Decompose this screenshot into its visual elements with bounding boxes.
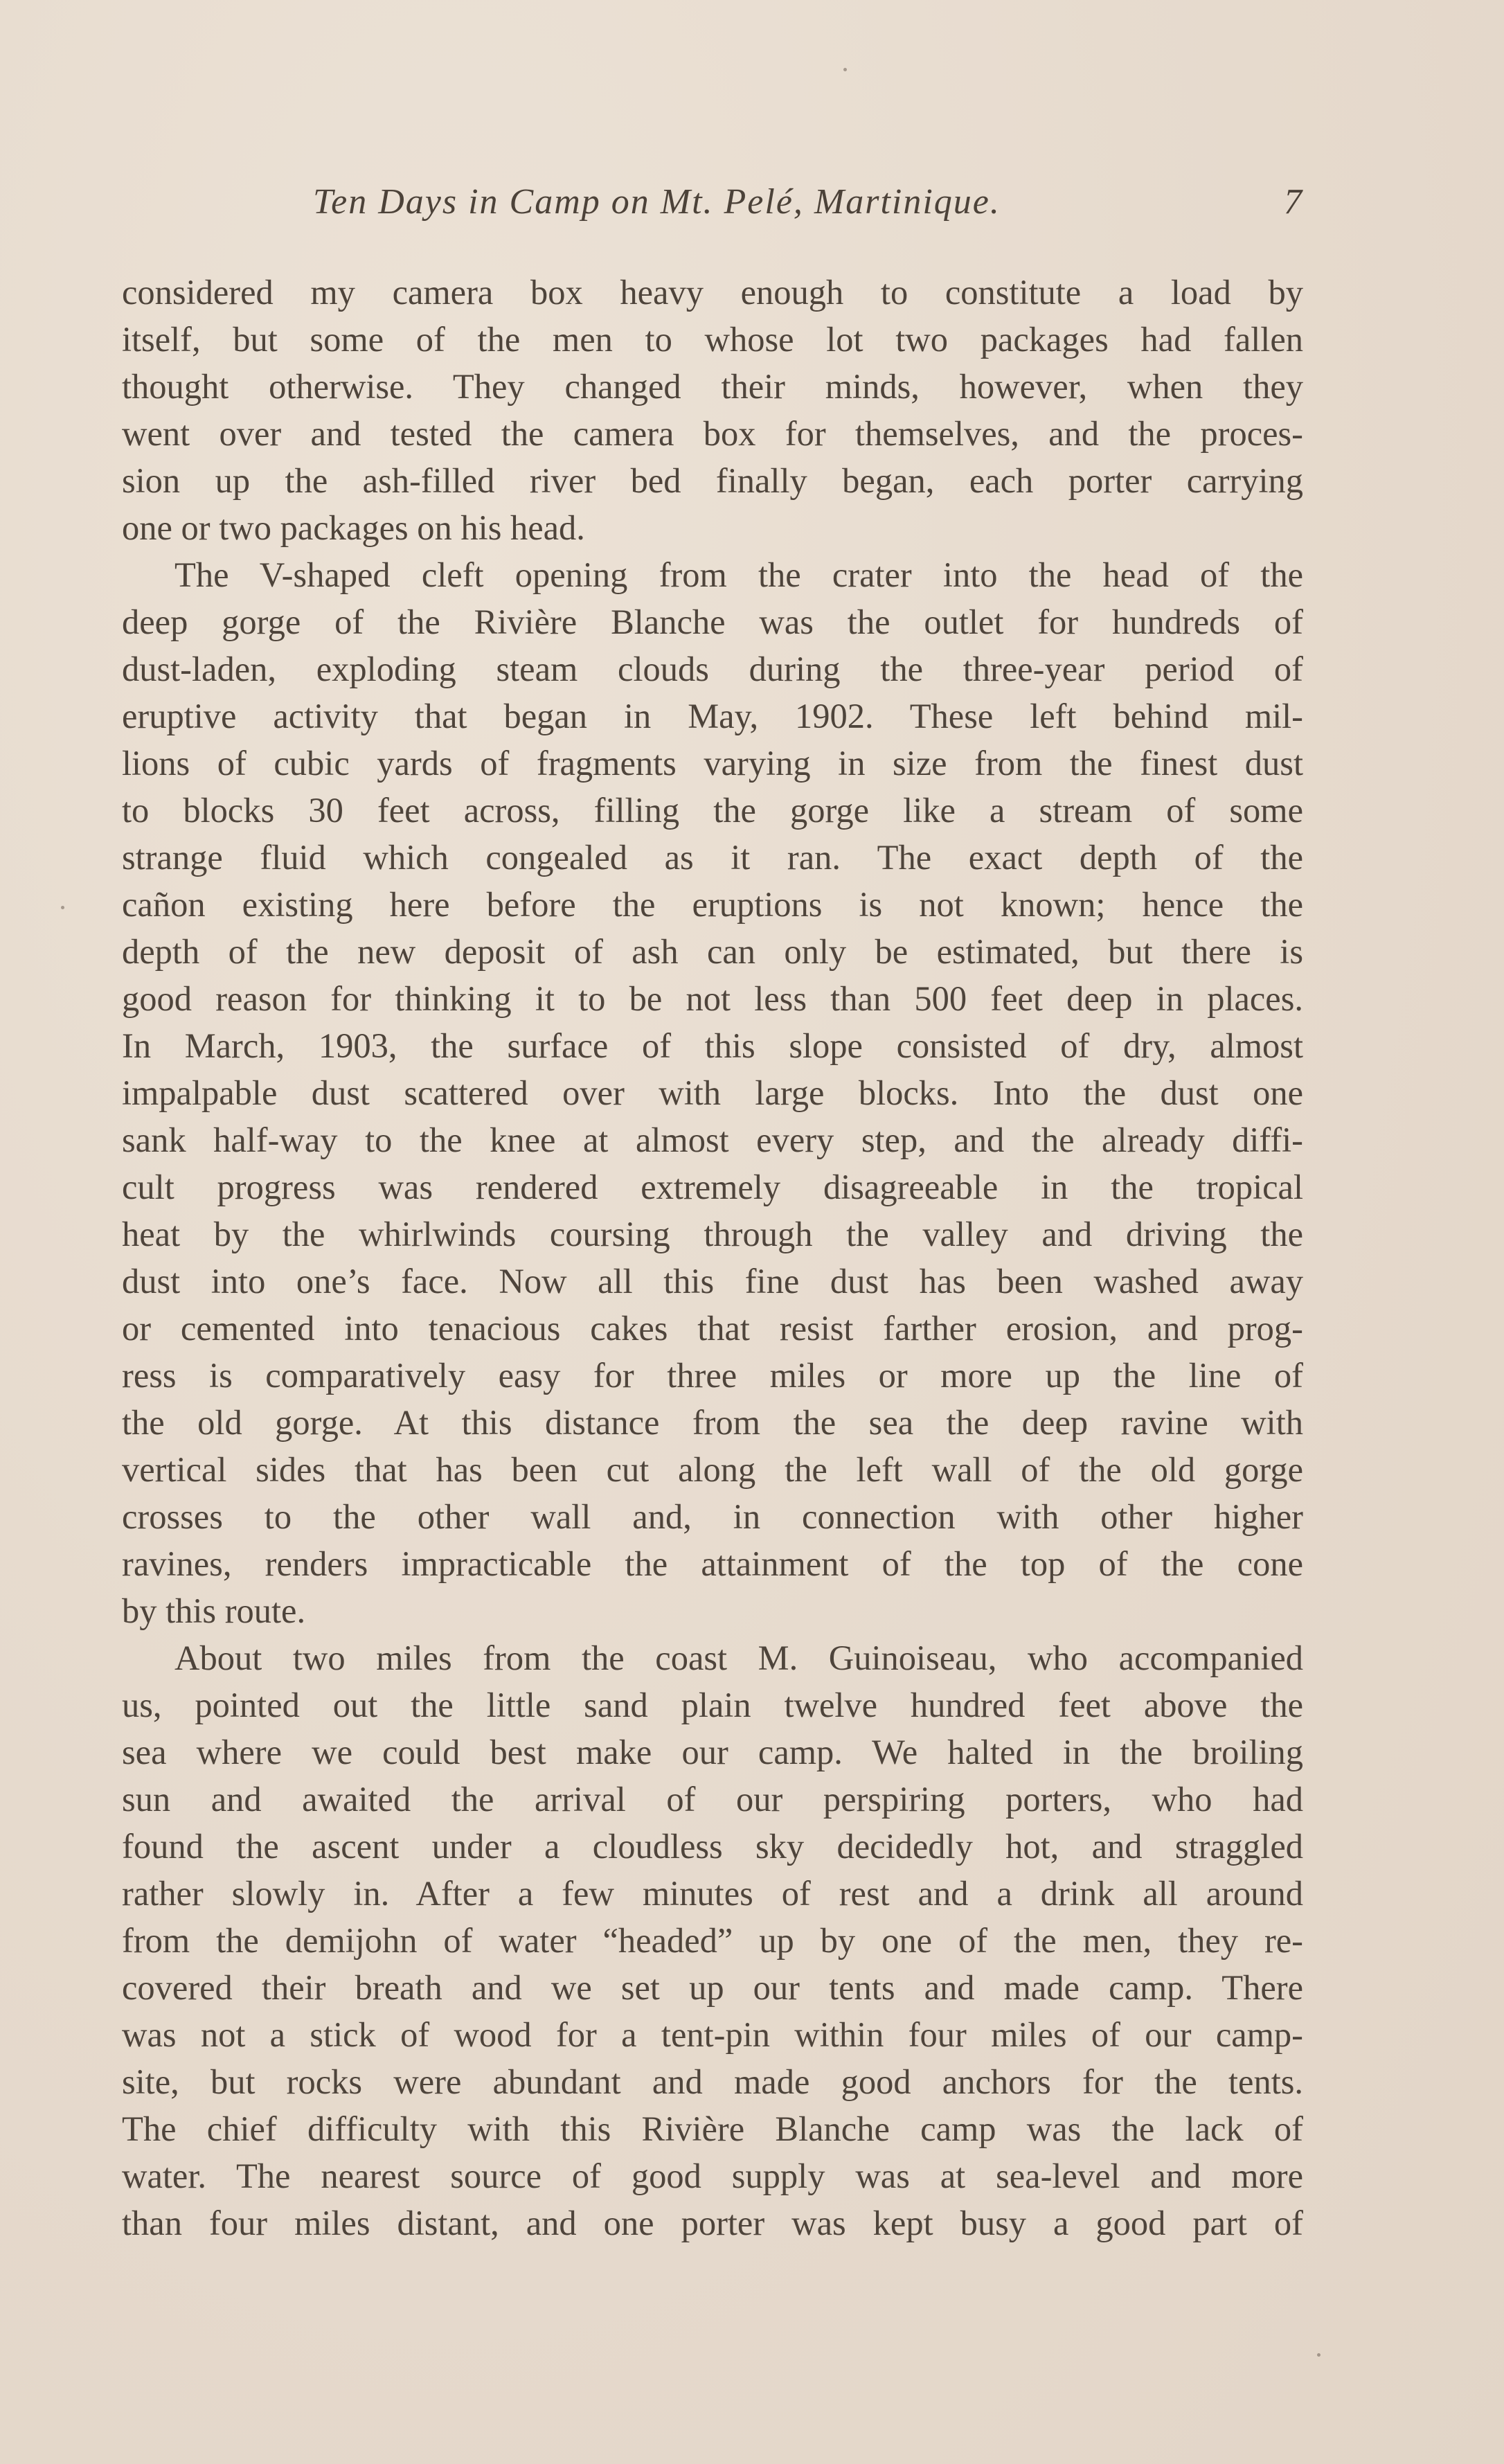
text-line: than four miles distant, and one porter was kept busy a good part of	[122, 2204, 1303, 2242]
body-text	[122, 269, 1303, 2247]
text-line: cañon existing here before the eruptions is not known; hence the	[122, 885, 1303, 924]
paper-speck	[61, 906, 64, 909]
text-line: sank half-way to the knee at almost every step, and the already diffi-	[122, 1121, 1303, 1159]
text-line: itself, but some of the men to whose lot two packages had fallen	[122, 320, 1303, 359]
page-number: 7	[1284, 182, 1302, 222]
text-line: dust-laden, exploding steam clouds during the three-year period of	[122, 650, 1303, 688]
text-line: thought otherwise. They changed their minds, however, when they	[122, 367, 1303, 406]
paper-speck	[1317, 2353, 1321, 2357]
text-line: About two miles from the coast M. Guinoiseau, who accompanied	[174, 1639, 1303, 1677]
text-line: by this route.	[122, 1591, 306, 1630]
paragraph-3	[122, 1634, 1303, 2247]
paragraph-2	[122, 551, 1303, 1634]
text-line: the old gorge. At this distance from the sea the deep ravine with	[122, 1403, 1303, 1442]
text-line: The V-shaped cleft opening from the crater into the head of the	[174, 555, 1303, 594]
text-line: ress is comparatively easy for three miles or more up the line of	[122, 1356, 1303, 1395]
paper-speck	[843, 68, 847, 71]
text-line: rather slowly in. After a few minutes of rest and a drink all around	[122, 1874, 1303, 1913]
text-line: ravines, renders impracticable the attainment of the top of the cone	[122, 1544, 1303, 1583]
running-head	[125, 181, 1302, 230]
text-line: found the ascent under a cloudless sky decidedly hot, and straggled	[122, 1827, 1303, 1866]
text-line: us, pointed out the little sand plain twelve hundred feet above the	[122, 1686, 1303, 1724]
text-line: or cemented into tenacious cakes that resist farther erosion, and prog-	[122, 1309, 1303, 1348]
text-line: good reason for thinking it to be not less than 500 feet deep in places.	[122, 979, 1303, 1018]
paragraph-1	[122, 269, 1303, 551]
text-line: water. The nearest source of good supply was at sea-level and more	[122, 2157, 1303, 2195]
text-line: heat by the whirlwinds coursing through the valley and driving the	[122, 1215, 1303, 1253]
text-line: The chief difficulty with this Rivière Blanche camp was the lack of	[122, 2109, 1303, 2148]
text-line: strange fluid which congealed as it ran. The exact depth of the	[122, 838, 1303, 877]
text-line: sun and awaited the arrival of our perspiring porters, who had	[122, 1780, 1303, 1819]
text-line: to blocks 30 feet across, filling the gorge like a stream of some	[122, 791, 1303, 830]
running-title: Ten Days in Camp on Mt. Pelé, Martinique.	[313, 182, 1001, 222]
text-line: considered my camera box heavy enough to constitute a load by	[122, 273, 1303, 312]
text-line: eruptive activity that began in May, 1902. These left behind mil-	[122, 697, 1303, 735]
text-line: lions of cubic yards of fragments varying in size from the finest dust	[122, 744, 1303, 783]
text-line: covered their breath and we set up our tents and made camp. There	[122, 1968, 1303, 2007]
text-line: cult progress was rendered extremely disagreeable in the tropical	[122, 1168, 1303, 1206]
text-line: depth of the new deposit of ash can only be estimated, but there is	[122, 932, 1303, 971]
text-line: one or two packages on his head.	[122, 508, 585, 547]
text-line: impalpable dust scattered over with large blocks. Into the dust one	[122, 1073, 1303, 1112]
text-line: dust into one’s face. Now all this fine dust has been washed away	[122, 1262, 1303, 1301]
text-line: In March, 1903, the surface of this slope consisted of dry, almost	[122, 1026, 1303, 1065]
text-line: sion up the ash-filled river bed finally began, each porter carrying	[122, 461, 1303, 500]
text-line: went over and tested the camera box for themselves, and the proces-	[122, 414, 1303, 453]
text-line: crosses to the other wall and, in connection with other higher	[122, 1497, 1303, 1536]
text-line: vertical sides that has been cut along the left wall of the old gorge	[122, 1450, 1303, 1489]
text-line: site, but rocks were abundant and made good anchors for the tents.	[122, 2062, 1303, 2101]
text-line: from the demijohn of water “headed” up by one of the men, they re-	[122, 1921, 1303, 1960]
text-line: sea where we could best make our camp. We halted in the broiling	[122, 1733, 1303, 1771]
text-line: was not a stick of wood for a tent-pin within four miles of our camp-	[122, 2015, 1303, 2054]
text-line: deep gorge of the Rivière Blanche was the outlet for hundreds of	[122, 602, 1303, 641]
